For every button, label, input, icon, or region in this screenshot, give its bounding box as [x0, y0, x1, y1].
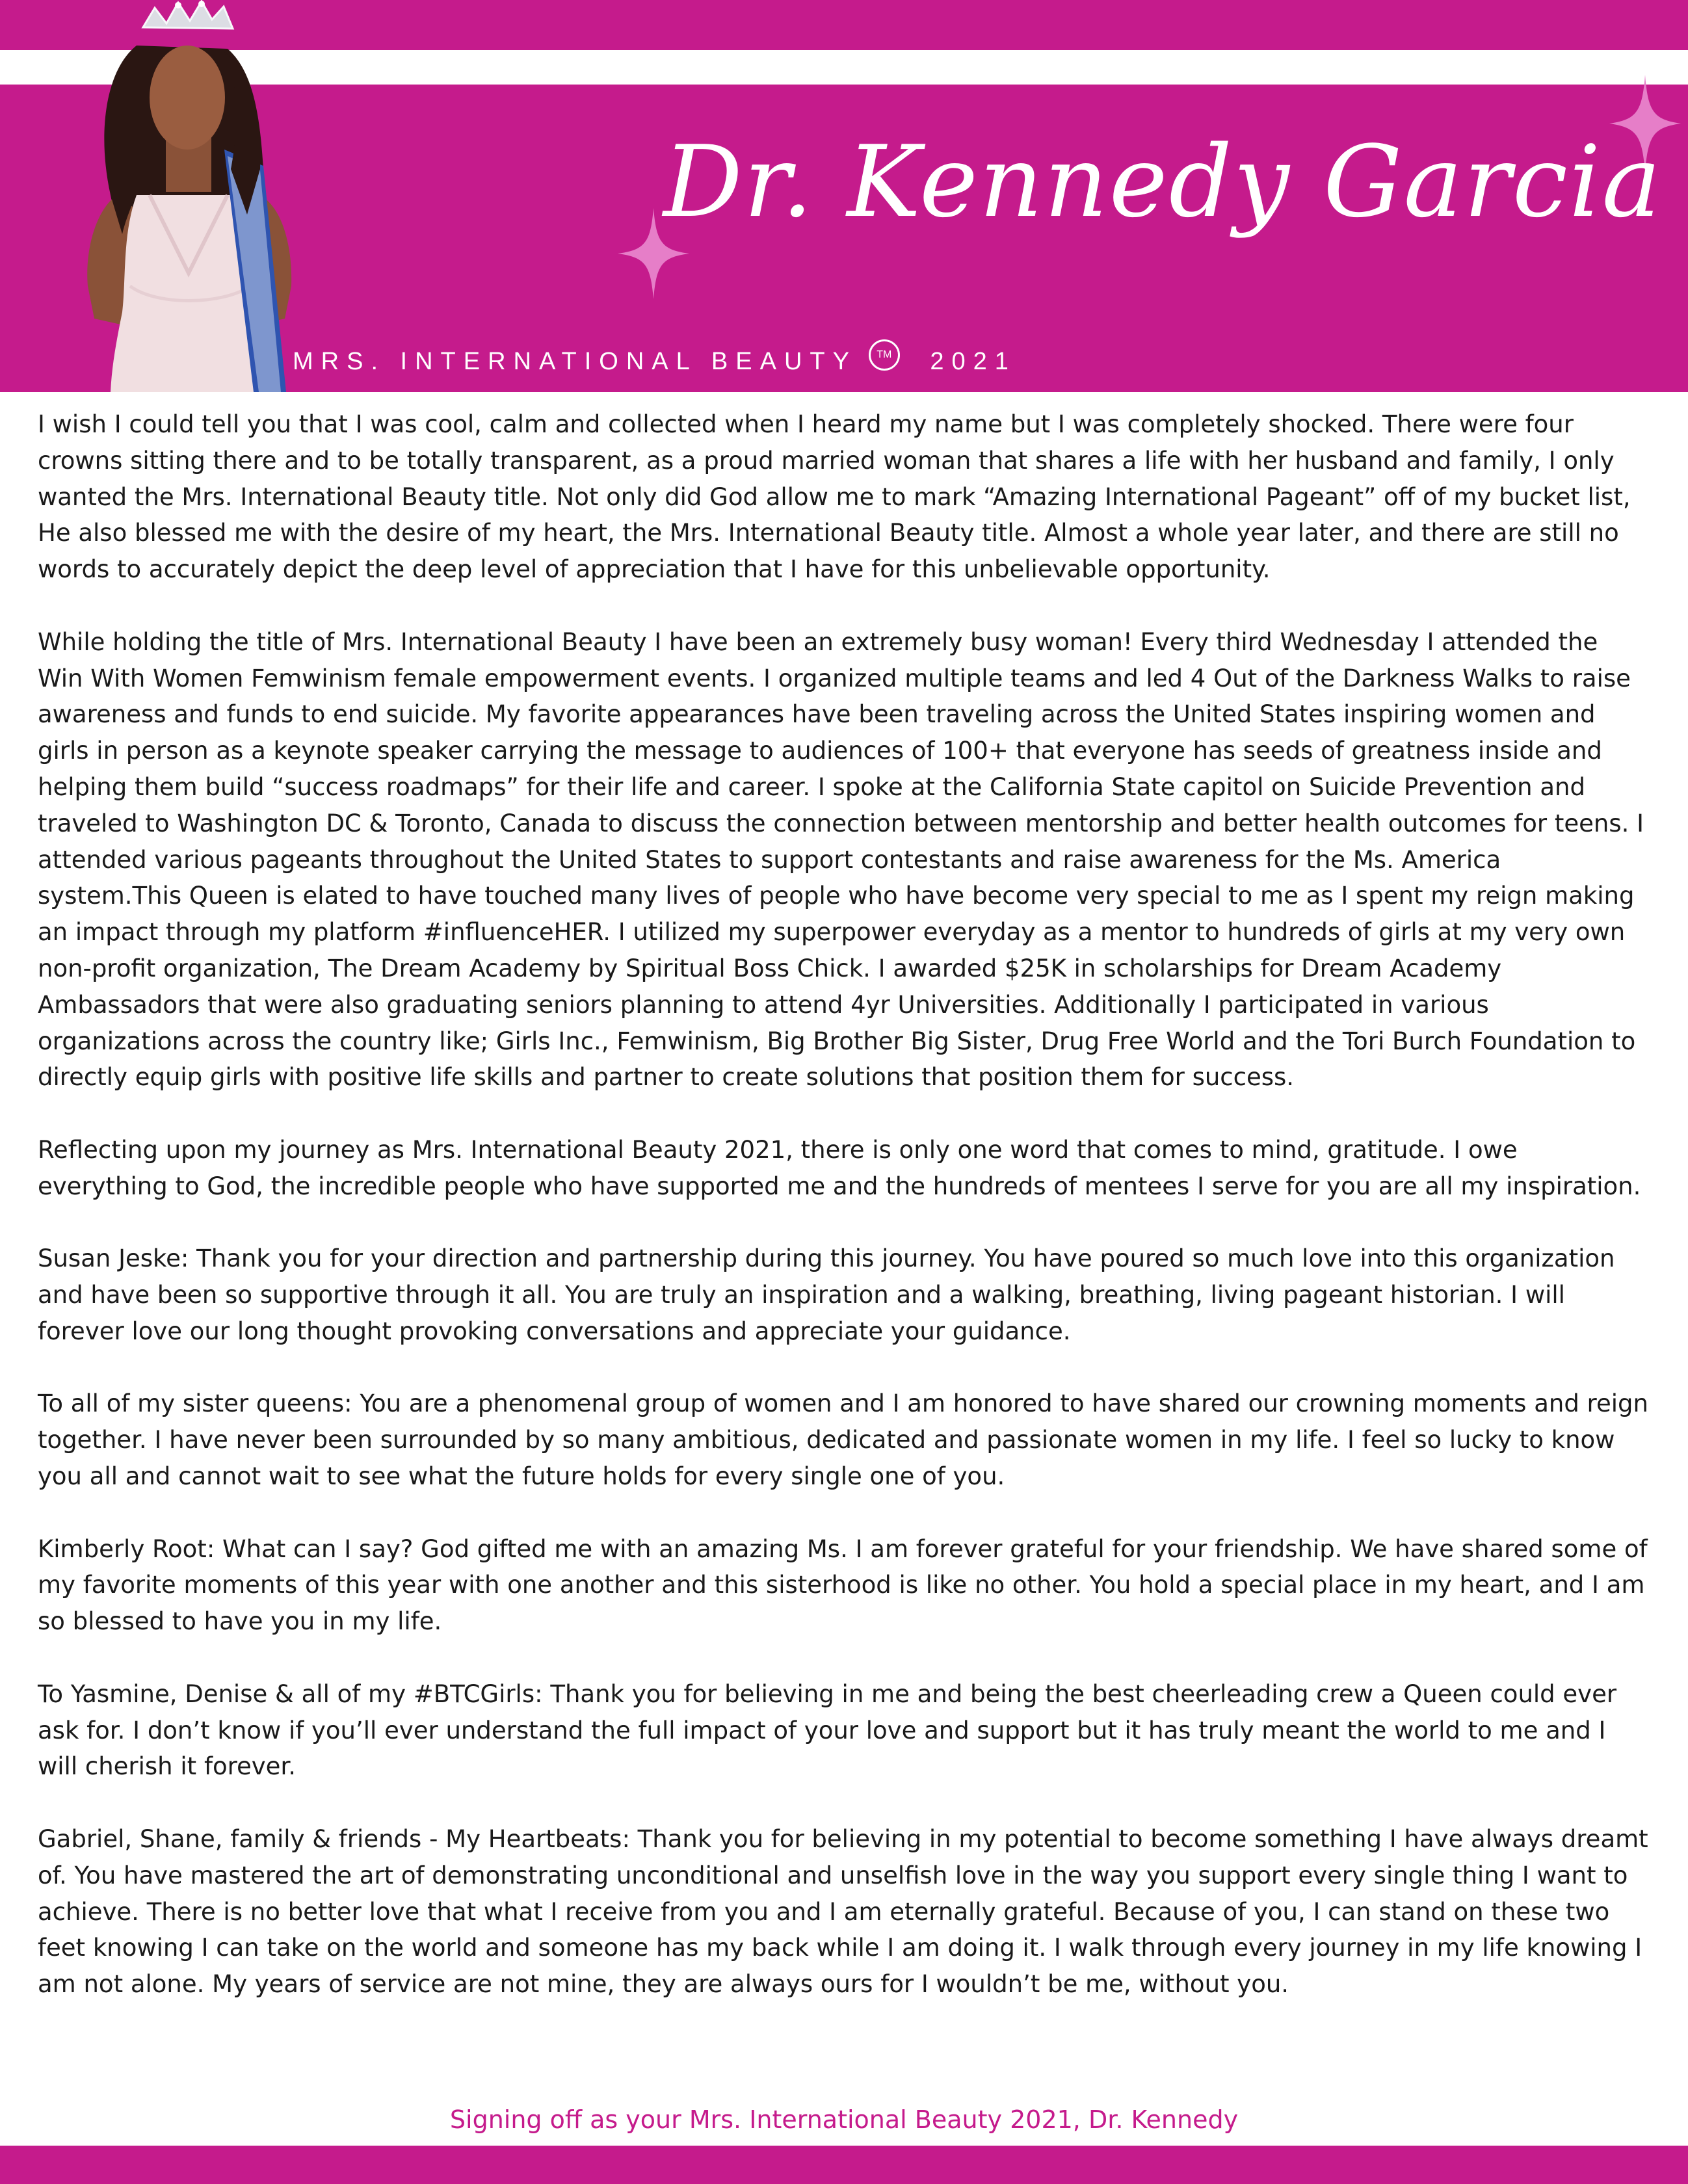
letter-paragraph: Kimberly Root: What can I say? God gifted me with an amazing Ms. I am forever grateful for your friendship. We have shared some of my favorite moments of this year with one another and this sisterhood is like no other. You hold a special place in my heart, and I am so blessed to have you in my life.: [38, 1534, 1648, 1636]
letter-paragraph: I wish I could tell you that I was cool, calm and collected when I heard my name but I was completely shocked. There were four crowns sitting there and to be totally transparent, as a proud married woman that shares a life with her husband and family, I only wanted the Mrs. International Beauty title. Not only did God allow me to mark “Amazing International Pageant” off of my bucket list, He also blessed me with the desire of my heart, the Mrs. International Beauty title. Almost a whole year later, and there are still no words to accurately depict the deep level of appreciation that I have for this unbelievable opportunity.: [38, 410, 1631, 584]
portrait-photo: [39, 0, 338, 392]
letter-paragraph: While holding the title of Mrs. International Beauty I have been an extremely busy woman! Every third Wednesday I attended the Win With Women Femwinism female empowerment events. I organized multiple teams and led 4 Out of the Darkness Walks to raise awareness and funds to end suicide. My favorite appearances have been traveling across the United States inspiring women and girls in person as a keynote speaker carrying the message to audiences of 100+ that everyone has seeds of greatness inside and helping them build “success roadmaps” for their life and career. I spoke at the California State capitol on Suicide Prevention and traveled to Washington DC & Toronto, Canada to discuss the connection between mentorship and better health outcomes for teens. I attended various pageants throughout the United States to support contestants and raise awareness for the Ms. America system.This Queen is elated to have touched many lives of people who have become very special to me as I spent my reign making an impact through my platform #influenceHER. I utilized my superpower everyday as a mentor to hundreds of girls at my very own non-profit organization, The Dream Academy by Spiritual Boss Chick. I awarded $25K in scholarships for Dream Academy Ambassadors that were also graduating seniors planning to attend 4yr Universities. Additionally I participated in various organizations across the country like; Girls Inc., Femwinism, Big Brother Big Sister, Drug Free World and the Tori Burch Foundation to directly equip girls with positive life skills and partner to create solutions that position them for success.: [38, 627, 1644, 1092]
signoff-line: Signing off as your Mrs. International Beauty 2021, Dr. Kennedy: [449, 2105, 1239, 2134]
name-script-title: Dr. Kennedy Garcia: [663, 124, 1663, 239]
bottom-magenta-stripe: [0, 2146, 1688, 2184]
letter-paragraph: Reflecting upon my journey as Mrs. International Beauty 2021, there is only one word that comes to mind, gratitude. I owe everything to God, the incredible people who have supported me and the hundreds of mentees I serve for you are all my inspiration.: [38, 1135, 1641, 1200]
subtitle-text: MRS. INTERNATIONAL BEAUTY: [293, 348, 857, 375]
title-subtitle: [293, 339, 1073, 375]
letter-paragraph: To Yasmine, Denise & all of my #BTCGirls: Thank you for believing in me and being the best cheerleading crew a Queen could ever ask for. I don’t know if you’ll ever understand the full impact of your love and support but it has truly meant the world to me and I will cherish it forever.: [38, 1679, 1617, 1781]
letter-paragraph: To all of my sister queens: You are a phenomenal group of women and I am honored to have shared our crowning moments and reign together. I have never been surrounded by so many ambitious, dedicated and passionate women in my life. I feel so lucky to know you all and cannot wait to see what the future holds for every single one of you.: [38, 1389, 1648, 1491]
letter-paragraph: Gabriel, Shane, family & friends - My Heartbeats: Thank you for believing in my potential to become something I have always dreamt of. You have mastered the art of demonstrating unconditional and unselfish love in the way you support every single thing I want to achieve. There is no better love that what I receive from you and I am eternally grateful. Because of you, I can stand on these two feet knowing I can take on the world and someone has my back while I am doing it. I walk through every journey in my life knowing I am not alone. My years of service are not mine, they are always ours for I wouldn’t be me, without you.: [38, 1824, 1648, 1999]
letter-body: [38, 406, 1650, 2039]
letter-paragraph: Susan Jeske: Thank you for your direction and partnership during this journey. You have poured so much love into this organization and have been so supportive through it all. You are truly an inspiration and a walking, breathing, living pageant historian. I will forever love our long thought provoking conversations and appreciate your guidance.: [38, 1244, 1615, 1345]
subtitle-year: 2021: [930, 348, 1016, 375]
trademark-symbol: TM: [869, 339, 900, 371]
